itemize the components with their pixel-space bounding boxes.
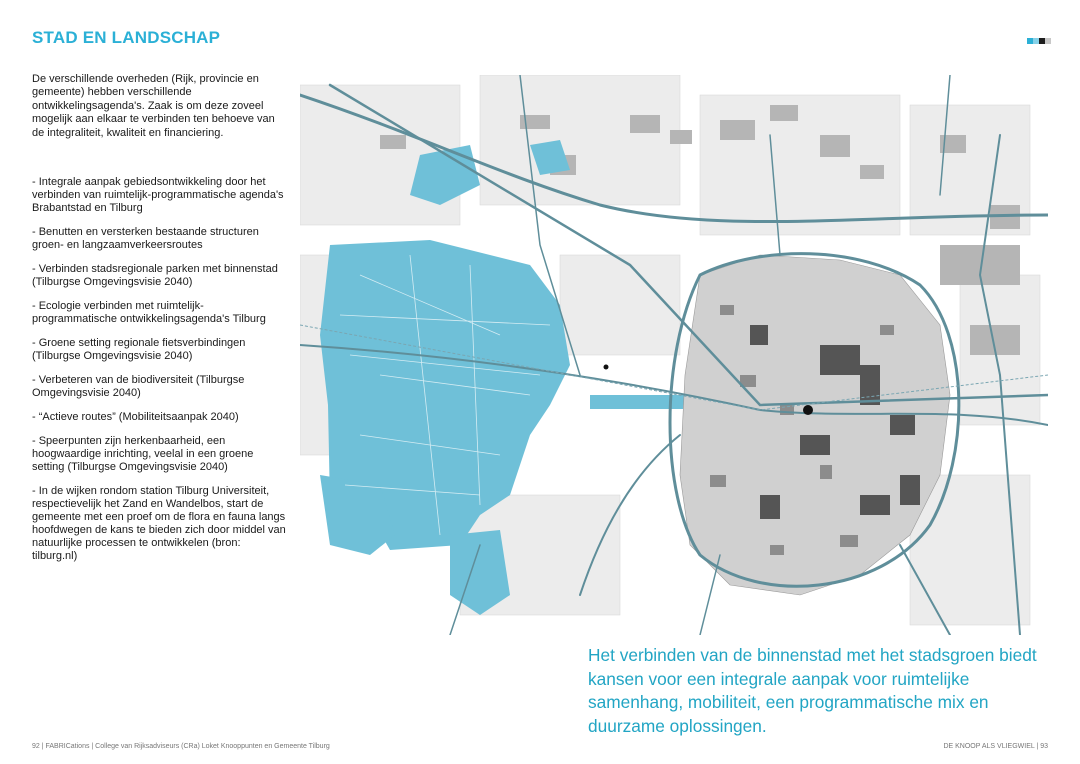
bullet-item: - Verbinden stadsregionale parken met binnenstad (Tilburgse Omgevingsvisie 2040) xyxy=(32,263,278,288)
footer-left: 92 | FABRICations | College van Rijksadviseurs (CRa) Loket Knooppunten en Gemeente Tilburg xyxy=(32,743,330,750)
corner-marks xyxy=(1027,38,1051,44)
bullet-list xyxy=(32,176,286,574)
bullet-item: - Verbeteren van de biodiversiteit (Tilburgse Omgevingsvisie 2040) xyxy=(32,374,245,399)
bullet-item: - Groene setting regionale fietsverbindingen (Tilburgse Omgevingsvisie 2040) xyxy=(32,337,246,362)
bullet-item: - Ecologie verbinden met ruimtelijk-programmatische ontwikkelingsagenda's Tilburg xyxy=(32,300,266,325)
station-marker xyxy=(803,405,813,415)
footer-right: DE KNOOP ALS VLIEGWIEL | 93 xyxy=(943,743,1048,750)
bullet-item: - Integrale aanpak gebiedsontwikkeling door het verbinden van ruimtelijk-programmatische agenda's Brabantstad en Tilburg xyxy=(32,176,284,214)
pull-quote: Het verbinden van de binnenstad met het stadsgroen biedt kansen voor een integrale aanpak voor ruimtelijke samenhang, mobiliteit, een programmatische mix en duurzame oplossingen. xyxy=(588,645,1037,736)
bullet-item: - Benutten en versterken bestaande structuren groen- en langzaamverkeersroutes xyxy=(32,226,259,251)
bullet-item: - Speerpunten zijn herkenbaarheid, een hoogwaardige inrichting, veelal in een groene setting (Tilburgse Omgevingsvisie 2040) xyxy=(32,435,254,473)
stop-marker xyxy=(604,365,609,370)
city-map xyxy=(300,75,1048,635)
page-title: STAD EN LANDSCHAP xyxy=(32,28,221,47)
bullet-item: - “Actieve routes” (Mobiliteitsaanpak 2040) xyxy=(32,411,239,423)
intro-paragraph: De verschillende overheden (Rijk, provincie en gemeente) hebben verschillende ontwikkelingsagenda's. Zaak is om deze zoveel mogelijk aan elkaar te verbinden ten behoeve van de integraliteit, kwaliteit en financiering. xyxy=(32,73,275,139)
bullet-item: - In de wijken rondom station Tilburg Universiteit, respectievelijk het Zand en Wandelbos, start de gemeente met een proef om de flora en fauna langs hoofdwegen de kans te bieden zich door middel van natuurlijke processen te ontwikkelen (bron: tilburg.nl) xyxy=(32,485,286,562)
